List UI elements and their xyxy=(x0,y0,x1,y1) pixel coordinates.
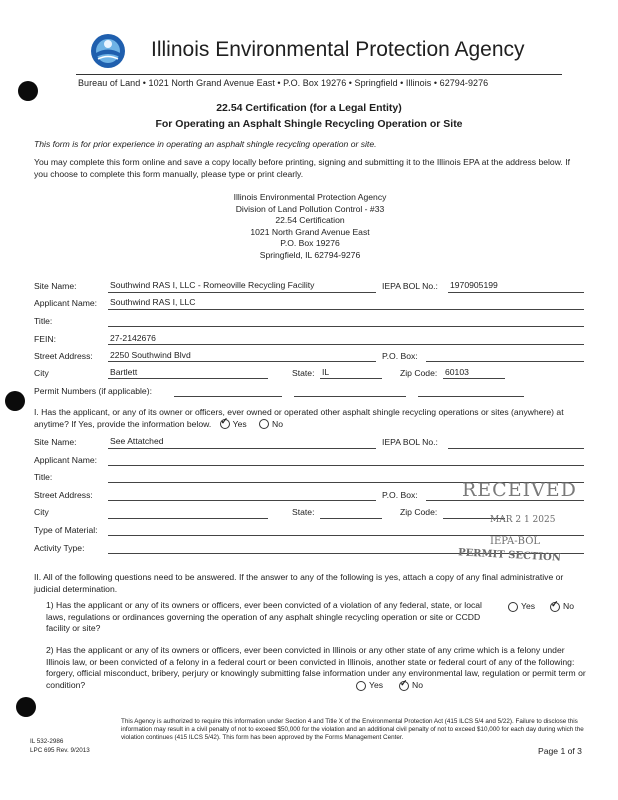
zip-field[interactable]: 60103 xyxy=(445,367,469,377)
applicant-name-label: Applicant Name: xyxy=(34,298,98,308)
state-field[interactable]: IL xyxy=(322,367,330,377)
s1-city-label: City xyxy=(34,507,49,517)
title-label: Title: xyxy=(34,316,53,326)
q1-no-option[interactable]: ✓ No xyxy=(550,601,574,612)
s1-material-label: Type of Material: xyxy=(34,525,98,535)
q2-no-option[interactable]: ✓ No xyxy=(399,680,423,691)
authority-notice: This Agency is authorized to require this information under Section 4 and Title X of the Environmental Protection Act (415 ILCS 5/4 and 5/22). Failure to disclose this information may result in a civil penalty of not to exceed $50,000 for the violation and an additional civil penalty of not to exceed $10,000 for each day during which the violation continues (415 ILCS 5/42). This form has been approved by the Forms Management Center. xyxy=(121,718,584,741)
s1-site-name-field[interactable]: See Attatched xyxy=(110,436,164,446)
site-name-field[interactable]: Southwind RAS I, LLC - Romeoville Recycling Facility xyxy=(110,280,315,290)
section1-question: I. Has the applicant, or any of its owner or officers, ever owned or operated other asphalt shingle recycling operations or sites (anywhere) at anytime? If Yes, provide the information below. ✓ Yes No xyxy=(34,407,586,430)
radio-checked-icon xyxy=(220,419,230,429)
permit-numbers-label: Permit Numbers (if applicable): xyxy=(34,386,152,396)
fein-label: FEIN: xyxy=(34,334,56,344)
radio-empty-icon xyxy=(259,419,269,429)
bol-label: IEPA BOL No.: xyxy=(382,281,438,291)
street-address-field[interactable]: 2250 Southwind Blvd xyxy=(110,350,191,360)
question-2: 2) Has the applicant or any of its owners or officers, ever been convicted in Illinois or any other state of any crime which is a felony under Illinois law, or been convicted of a felony in a federal court or been convicted in Illinois, another state or federal court of any of the following: forgery, official misconduct, bribery, perjury or knowingly submitting false information under any environmental law, regulation or permit term or condition? xyxy=(46,645,586,690)
form-note: This form is for prior experience in operating an asphalt shingle recycling operation or site. xyxy=(34,139,377,149)
section1-no-option[interactable]: No xyxy=(259,419,283,429)
s1-bol-label: IEPA BOL No.: xyxy=(382,437,438,447)
binder-hole-top xyxy=(18,81,38,101)
radio-checked-icon xyxy=(399,681,409,691)
applicant-name-field[interactable]: Southwind RAS I, LLC xyxy=(110,297,196,307)
form-revision: LPC 695 Rev. 9/2013 xyxy=(30,747,90,754)
q2-yes-option[interactable]: Yes xyxy=(356,680,383,691)
s1-street-label: Street Address: xyxy=(34,490,93,500)
binder-hole-bottom xyxy=(16,697,36,717)
s1-state-label: State: xyxy=(292,507,315,517)
section2-intro: II. All of the following questions need to be answered. If the answer to any of the following is yes, attach a copy of any final administrative or judicial determination. xyxy=(34,572,564,594)
s1-site-name-label: Site Name: xyxy=(34,437,77,447)
iepa-logo-icon xyxy=(90,33,126,69)
mailing-address: Illinois Environmental Protection Agency Division of Land Pollution Control - #33 22.54 Certification 1021 North Grand Avenue East P.O. Box 19276 Springfield, IL 62794-9276 xyxy=(233,192,387,260)
form-subtitle: For Operating an Asphalt Shingle Recycling Operation or Site xyxy=(155,118,463,130)
state-label: State: xyxy=(292,368,315,378)
s1-pobox-label: P.O. Box: xyxy=(382,490,418,500)
site-name-label: Site Name: xyxy=(34,281,77,291)
po-box-label: P.O. Box: xyxy=(382,351,418,361)
radio-empty-icon xyxy=(508,602,518,612)
agency-name: Illinois Environmental Protection Agency xyxy=(151,38,525,61)
zip-label: Zip Code: xyxy=(400,368,438,378)
street-address-label: Street Address: xyxy=(34,351,93,361)
page-number: Page 1 of 3 xyxy=(538,746,582,756)
fein-field[interactable]: 27-2142676 xyxy=(110,333,156,343)
permit-section-stamp: PERMIT SECTION xyxy=(457,547,562,564)
section1-yes-option[interactable]: ✓ Yes xyxy=(220,419,247,429)
agency-address: Bureau of Land • 1021 North Grand Avenue East • P.O. Box 19276 • Springfield • Illinois • 62794-9276 xyxy=(78,78,489,88)
s1-activity-label: Activity Type: xyxy=(34,543,85,553)
binder-hole-middle xyxy=(5,391,25,411)
header-rule xyxy=(76,74,562,75)
form-title: 22.54 Certification (for a Legal Entity) xyxy=(216,102,402,114)
radio-checked-icon xyxy=(550,602,560,612)
received-dept-stamp: IEPA-BOL xyxy=(490,536,541,547)
s1-title-label: Title: xyxy=(34,472,53,482)
question-1: 1) Has the applicant or any of its owners or officers, ever been convicted of a violation of any federal, state, or local laws, regulations or ordinances governing the operation of any asphalt shingle recycling operation or site or CCDD facility or site? xyxy=(46,600,482,633)
s1-applicant-label: Applicant Name: xyxy=(34,455,98,465)
radio-empty-icon xyxy=(356,681,366,691)
bol-field[interactable]: 1970905199 xyxy=(450,280,498,290)
instructions-paragraph: You may complete this form online and save a copy locally before printing, signing and submitting it to the Illinois EPA at the address below. If you choose to complete this form manually, please type or print clearly. xyxy=(34,157,570,179)
q1-yes-option[interactable]: Yes xyxy=(508,601,535,612)
form-code: IL 532-2986 xyxy=(30,738,64,745)
s1-zip-label: Zip Code: xyxy=(400,507,438,517)
received-date-stamp: MAR 2 1 2025 xyxy=(490,515,556,525)
city-label: City xyxy=(34,368,49,378)
city-field[interactable]: Bartlett xyxy=(110,367,138,377)
received-stamp: RECEIVED xyxy=(462,479,577,501)
